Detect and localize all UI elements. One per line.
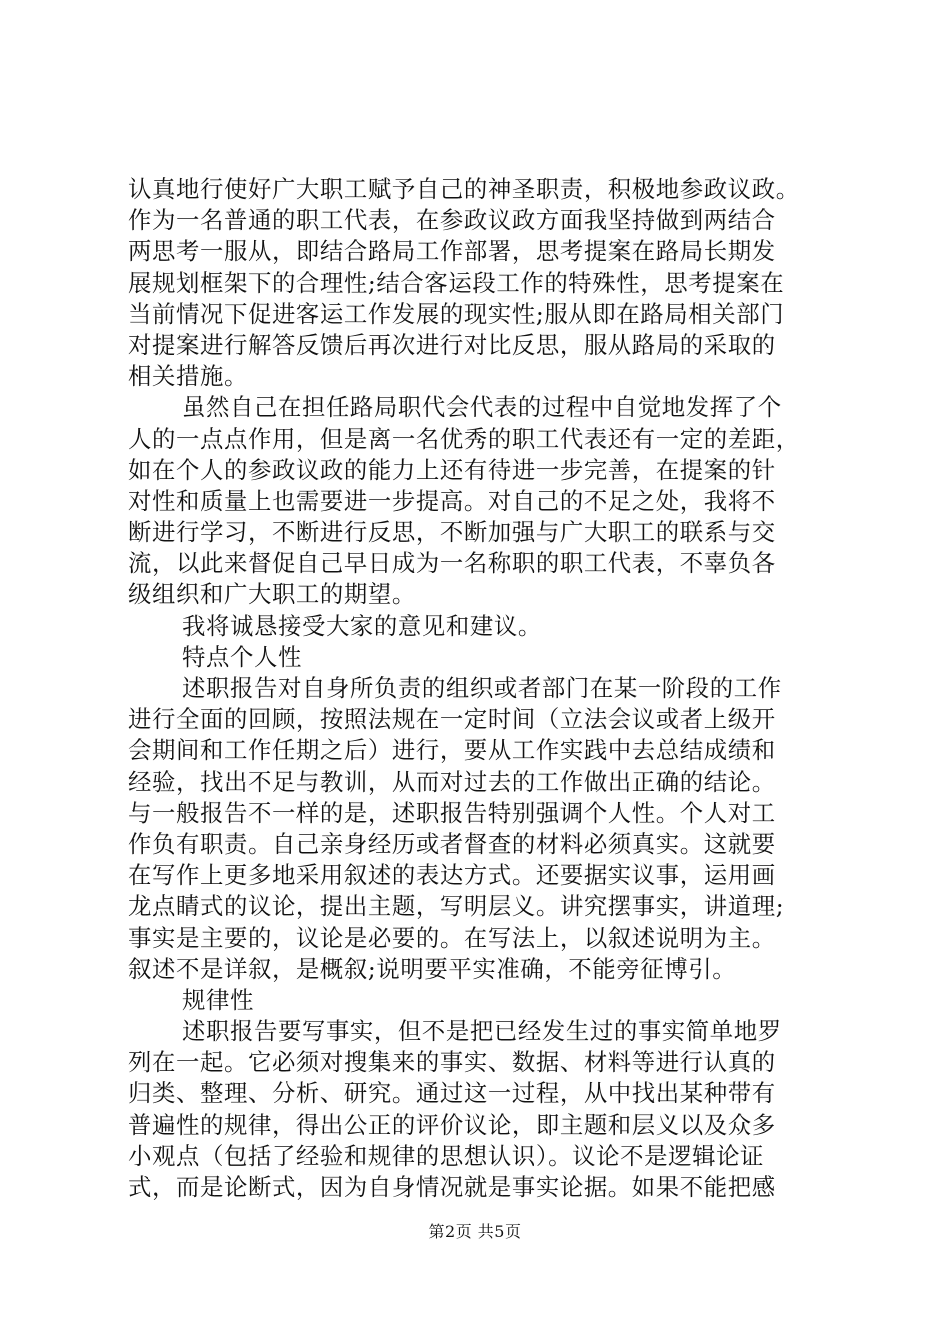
text-line: 相关措施。 bbox=[128, 362, 248, 391]
text-line: 事实是主要的，议论是必要的。在写法上，以叙述说明为主。 bbox=[128, 923, 776, 952]
text-line: 展规划框架下的合理性;结合客运段工作的特殊性，思考提案在 bbox=[128, 268, 785, 297]
text-line: 虽然自己在担任路局职代会代表的过程中自觉地发挥了个 bbox=[182, 393, 782, 422]
text-line: 对性和质量上也需要进一步提高。对自己的不足之处，我将不 bbox=[128, 486, 776, 515]
text-line: 叙述不是详叙，是概叙;说明要平实准确，不能旁征博引。 bbox=[128, 954, 737, 983]
text-line: 人的一点点作用，但是离一名优秀的职工代表还有一定的差距， bbox=[128, 424, 800, 453]
text-line: 与一般报告不一样的是，述职报告特别强调个人性。个人对工 bbox=[128, 798, 776, 827]
text-line: 会期间和工作任期之后）进行，要从工作实践中去总结成绩和 bbox=[128, 736, 776, 765]
text-line: 进行全面的回顾，按照法规在一定时间（立法会议或者上级开 bbox=[128, 705, 776, 734]
text-line: 我将诚恳接受大家的意见和建议。 bbox=[182, 611, 542, 640]
text-line: 如在个人的参政议政的能力上还有待进一步完善，在提案的针 bbox=[128, 455, 776, 484]
text-line: 式，而是论断式，因为自身情况就是事实论据。如果不能把感 bbox=[128, 1173, 776, 1201]
text-line: 述职报告要写事实，但不是把已经发生过的事实简单地罗 bbox=[182, 1017, 782, 1046]
text-line: 规律性 bbox=[182, 985, 254, 1014]
document-body bbox=[128, 174, 838, 1203]
text-line: 经验，找出不足与教训，从而对过去的工作做出正确的结论。 bbox=[128, 767, 776, 796]
text-line: 两思考一服从，即结合路局工作部署，思考提案在路局长期发 bbox=[128, 237, 776, 266]
text-line: 作为一名普通的职工代表，在参政议政方面我坚持做到两结合 bbox=[128, 206, 776, 235]
text-line: 认真地行使好广大职工赋予自己的神圣职责，积极地参政议政。 bbox=[128, 175, 800, 203]
text-line: 在写作上更多地采用叙述的表达方式。还要据实议事，运用画 bbox=[128, 861, 776, 890]
text-line: 述职报告对自身所负责的组织或者部门在某一阶段的工作 bbox=[182, 674, 782, 702]
text-line: 断进行学习，不断进行反思，不断加强与广大职工的联系与交 bbox=[128, 518, 776, 547]
text-line: 龙点睛式的议论，提出主题，写明层义。讲究摆事实，讲道理; bbox=[128, 892, 785, 921]
text-line: 小观点（包括了经验和规律的思想认识）。议论不是逻辑论证 bbox=[128, 1141, 765, 1170]
text-line: 列在一起。它必须对搜集来的事实、数据、材料等进行认真的 bbox=[128, 1048, 776, 1077]
text-line: 级组织和广大职工的期望。 bbox=[128, 580, 416, 609]
page-footer: 第2页 共5页 bbox=[428, 1222, 522, 1241]
text-line: 归类、整理、分析、研究。通过这一过程，从中找出某种带有 bbox=[128, 1079, 776, 1108]
text-line: 特点个人性 bbox=[182, 642, 302, 671]
text-line: 普遍性的规律，得出公正的评价议论，即主题和层义以及众多 bbox=[128, 1110, 776, 1139]
text-line: 对提案进行解答反馈后再次进行对比反思，服从路局的采取的 bbox=[128, 330, 776, 359]
text-line: 当前情况下促进客运工作发展的现实性;服从即在路局相关部门 bbox=[128, 299, 785, 328]
text-line: 流，以此来督促自己早日成为一名称职的职工代表，不辜负各 bbox=[128, 549, 776, 578]
text-line: 作负有职责。自己亲身经历或者督查的材料必须真实。这就要 bbox=[128, 829, 776, 858]
